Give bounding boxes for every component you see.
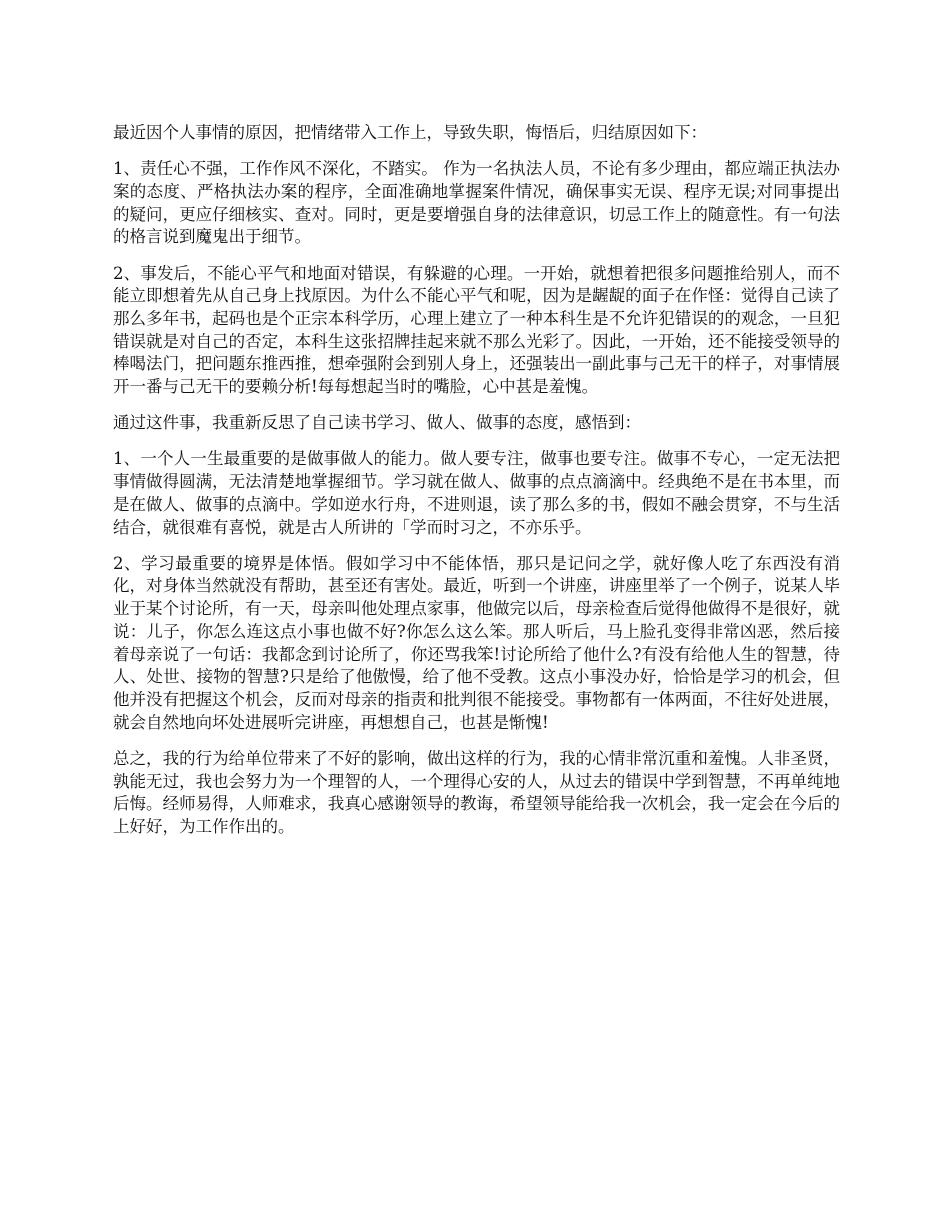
conclusion-paragraph: 总之，我的行为给单位带来了不好的影响，做出这样的行为，我的心情非常沉重和羞愧。人非圣贤，孰能无过，我也会努力为一个理智的人，一个理得心安的人，从过去的错误中学到智慧，不再单纯地后悔。经师易得，人师难求，我真心感谢领导的教诲，希望领导能给我一次机会，我一定会在今后的上好好，为工作作出的。 [113,748,840,836]
insight-paragraph-1: 1、一个人一生最重要的是做事做人的能力。做人要专注，做事也要专注。做事不专心，一定无法把事情做得圆满，无法清楚地掌握细节。学习就在做人、做事的点点滴滴中。经典绝不是在书本里，而是在做人、做事的点滴中。学如逆水行舟，不进则退，读了那么多的书，假如不融会贯穿，不与生活结合，就很难有喜悦，就是古人所讲的「学而时习之，不亦乐乎。 [113,449,840,537]
insight-paragraph-2: 2、学习最重要的境界是体悟。假如学习中不能体悟，那只是记问之学，就好像人吃了东西没有消化，对身体当然就没有帮助，甚至还有害处。最近，听到一个讲座，讲座里举了一个例子，说某人毕业于某个讨论所，有一天，母亲叫他处理点家事，他做完以后，母亲检查后觉得他做得不是很好，就说：儿子，你怎么连这点小事也做不好?你怎么这么笨。那人听后，马上脸孔变得非常凶恶，然后接着母亲说了一句话：我都念到讨论所了，你还骂我笨!讨论所给了他什么?有没有给他人生的智慧，待人、处世、接物的智慧?只是给了他傲慢，给了他不受教。这点小事没办好，恰恰是学习的机会，但他并没有把握这个机会，反而对母亲的指责和批判很不能接受。事物都有一体两面，不往好处进展，就会自然地向坏处进展听完讲座，再想想自己，也甚是惭愧! [113,553,840,732]
reason-paragraph-2: 2、事发后，不能心平气和地面对错误，有躲避的心理。一开始，就想着把很多问题推给别人，而不能立即想着先从自己身上找原因。为什么不能心平气和呢，因为是龌龊的面子在作怪：觉得自己读了那么多年书，起码也是个正宗本科学历，心理上建立了一种本科生是不允许犯错误的的观念，一旦犯错误就是对自己的否定，本科生这张招牌挂起来就不那么光彩了。因此，一开始，还不能接受领导的棒喝法门，把问题东推西推，想牵强附会到别人身上，还强装出一副此事与己无干的样子，对事情展开一番与己无干的要赖分析!每每想起当时的嘴脸，心中甚是羞愧。 [113,263,840,397]
reason-paragraph-1: 1、责任心不强，工作作风不深化，不踏实。 作为一名执法人员，不论有多少理由，都应端正执法办案的态度、严格执法办案的程序，全面准确地掌握案件情况，确保事实无误、程序无误;对同事提出的疑问，更应仔细核实、查对。同时，更是要增强自身的法律意识，切忌工作上的随意性。有一句法的格言说到魔鬼出于细节。 [113,159,840,247]
reflection-intro-paragraph: 通过这件事，我重新反思了自己读书学习、做人、做事的态度，感悟到： [113,413,641,433]
intro-paragraph: 最近因个人事情的原因，把情绪带入工作上，导致失职，悔悟后，归结原因如下： [113,123,707,142]
document-body [113,122,840,852]
